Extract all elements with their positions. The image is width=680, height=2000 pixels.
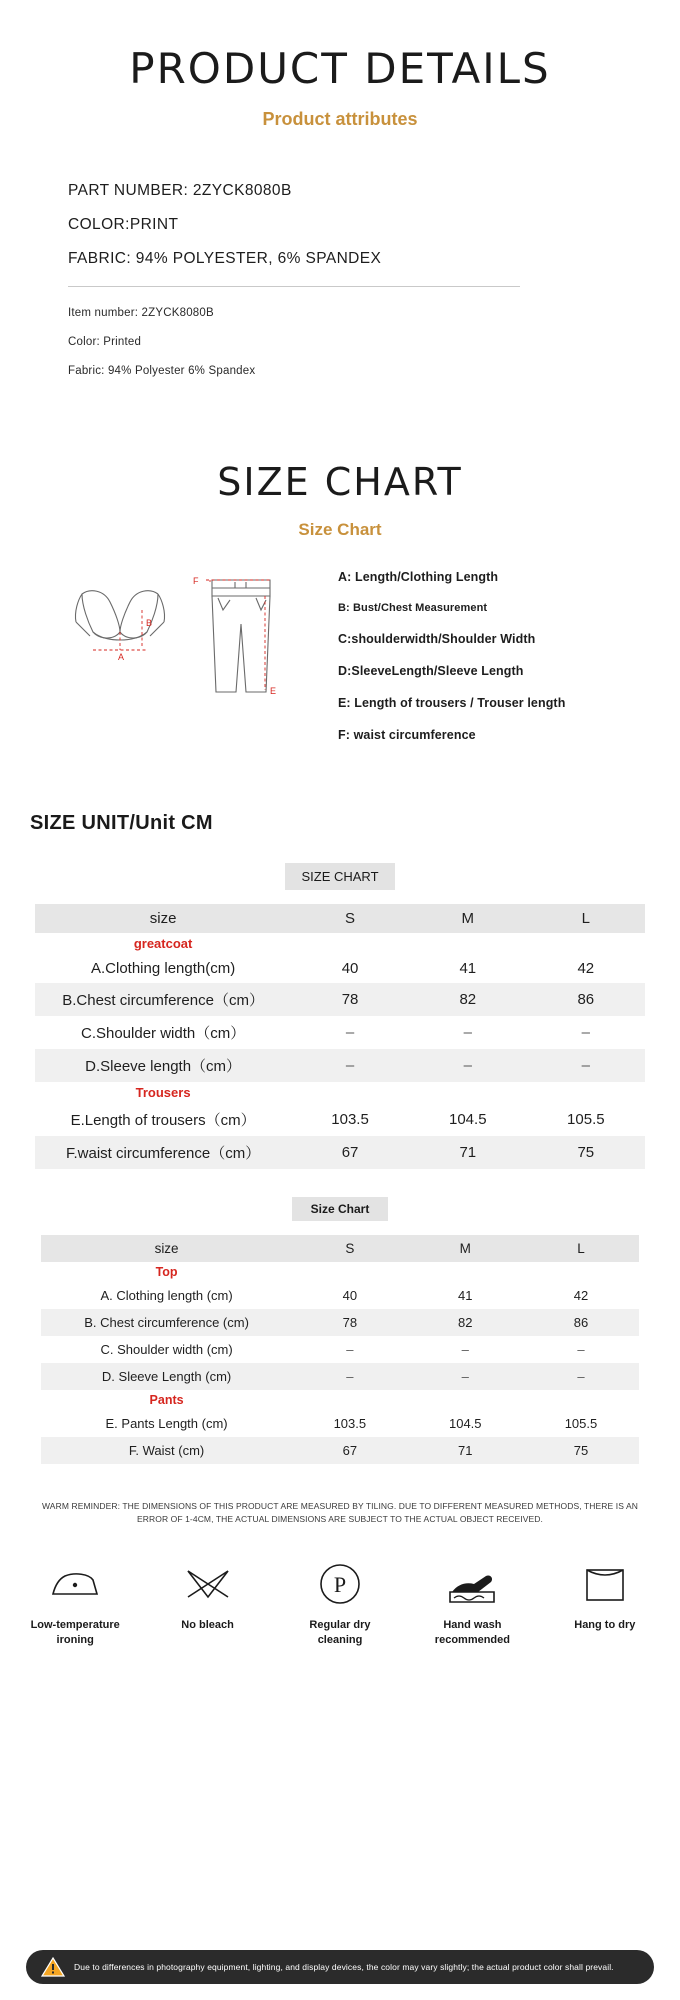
cell-s: – <box>345 1024 355 1041</box>
cell-l: – <box>577 1342 585 1357</box>
bra-and-pants-diagram-svg <box>60 566 330 726</box>
product-details-title: PRODUCT DETAILS <box>129 44 551 93</box>
size-table-primary <box>35 904 645 1169</box>
attribute-color-secondary: Color: Printed <box>68 336 142 348</box>
attribute-color: COLOR:PRINT <box>68 216 179 233</box>
cell-s: – <box>346 1342 354 1357</box>
row-label: B.Chest circumference（cm） <box>35 983 291 1016</box>
table-header-row <box>35 904 645 933</box>
cell-l: 86 <box>523 1309 639 1336</box>
cell-s: 78 <box>292 1309 407 1336</box>
care-item-hand-wash <box>423 1556 521 1648</box>
care-instructions-row <box>0 1556 680 1648</box>
table1-header-l: L <box>527 904 645 933</box>
group-label: Trousers <box>135 1085 191 1100</box>
table-row <box>35 1136 645 1169</box>
cell-m: – <box>409 1049 527 1082</box>
table-row <box>41 1363 639 1390</box>
table-row <box>35 1016 645 1049</box>
table-row <box>35 983 645 1016</box>
care-label: Low-temperature ironing <box>30 1619 120 1647</box>
cell-l: – <box>527 1049 645 1082</box>
row-label: A. Clothing length (cm) <box>100 1288 233 1303</box>
measurement-legend <box>330 570 565 760</box>
cell-m: 82 <box>408 1309 523 1336</box>
row-label: A.Clothing length(cm) <box>90 960 236 977</box>
row-label: D. Sleeve Length (cm) <box>41 1363 292 1390</box>
size-unit-heading: SIZE UNIT/Unit CM <box>30 812 213 834</box>
table-row <box>35 1049 645 1082</box>
cell-l: 75 <box>523 1437 639 1464</box>
cell-m: – <box>408 1363 523 1390</box>
legend-item-d: D:SleeveLength/Sleeve Length <box>338 664 524 678</box>
legend-item-e: E: Length of trousers / Trouser length <box>338 696 566 710</box>
table-row <box>41 1410 639 1437</box>
table1-group-greatcoat <box>35 933 645 954</box>
cell-s: 67 <box>292 1437 407 1464</box>
row-label: D.Sleeve length（cm） <box>35 1049 291 1082</box>
diagram-label-e: E <box>270 686 277 696</box>
color-disclaimer-text: Due to differences in photography equipment, lighting, and display devices, the color may vary slightly; the actual product color shall prevail. <box>74 1961 614 1972</box>
table1-header-s: S <box>291 904 409 933</box>
table2-header-s: S <box>292 1235 407 1262</box>
table2-group-pants <box>41 1390 639 1410</box>
hand-wash-icon <box>423 1556 521 1612</box>
cell-s: 67 <box>291 1136 409 1169</box>
legend-item-b: B: Bust/Chest Measurement <box>338 602 488 614</box>
diagram-label-b: B <box>146 618 153 628</box>
divider <box>68 286 520 287</box>
cell-m: – <box>463 1024 472 1041</box>
table1-group-trousers <box>35 1082 645 1103</box>
table2-header-m: M <box>408 1235 523 1262</box>
table-row <box>35 1103 645 1136</box>
size-table-secondary <box>41 1235 639 1464</box>
care-label: No bleach <box>181 1619 234 1632</box>
svg-text:P: P <box>333 1572 347 1598</box>
care-item-hang-dry <box>556 1556 654 1648</box>
cell-s: 103.5 <box>331 1111 369 1128</box>
legend-item-a: A: Length/Clothing Length <box>338 570 499 584</box>
care-label: Hand wash recommended <box>434 1619 510 1647</box>
cell-m: 104.5 <box>449 1111 487 1128</box>
table2-group-top <box>41 1262 639 1282</box>
table-header-row <box>41 1235 639 1262</box>
cell-m: 82 <box>409 983 527 1016</box>
row-label: C.Shoulder width（cm） <box>80 1025 246 1042</box>
cell-m: 104.5 <box>448 1416 482 1431</box>
warning-triangle-icon <box>40 1955 66 1979</box>
table2-header-l: L <box>523 1235 639 1262</box>
cell-l: 42 <box>573 1288 589 1303</box>
cell-m: 71 <box>408 1437 523 1464</box>
attribute-fabric-secondary: Fabric: 94% Polyester 6% Spandex <box>68 365 256 377</box>
table-row <box>41 1309 639 1336</box>
cell-s: 40 <box>341 960 359 977</box>
size-chart-title: SIZE CHART <box>217 460 463 504</box>
group-label: Pants <box>149 1393 184 1407</box>
legend-item-c: C:shoulderwidth/Shoulder Width <box>338 632 536 646</box>
table-row <box>41 1282 639 1309</box>
care-item-ironing <box>26 1556 124 1648</box>
cell-l: 105.5 <box>567 1111 605 1128</box>
cell-s: – <box>291 1049 409 1082</box>
product-details-subtitle: Product attributes <box>262 109 418 129</box>
no-bleach-icon <box>158 1556 256 1612</box>
measurement-diagram-row <box>0 566 680 760</box>
cell-m: 41 <box>459 960 477 977</box>
cell-l: 42 <box>577 960 595 977</box>
cell-s: 103.5 <box>333 1416 367 1431</box>
diagram-label-f: F <box>193 576 199 586</box>
care-item-no-bleach <box>158 1556 256 1648</box>
care-label: Hang to dry <box>574 1619 636 1632</box>
attribute-item-number-secondary: Item number: 2ZYCK8080B <box>68 307 214 319</box>
row-label: F. Waist (cm) <box>41 1437 292 1464</box>
diagram-label-a: A <box>118 652 125 662</box>
regular-dry-cleaning-icon <box>291 1556 389 1612</box>
cell-s: 40 <box>342 1288 358 1303</box>
group-label: greatcoat <box>133 936 193 951</box>
row-label: E. Pants Length (cm) <box>105 1416 228 1431</box>
cell-m: 71 <box>409 1136 527 1169</box>
cell-l: 86 <box>527 983 645 1016</box>
table-row <box>35 954 645 983</box>
cell-l: – <box>523 1363 639 1390</box>
cell-s: – <box>292 1363 407 1390</box>
iron-low-temperature-icon <box>26 1556 124 1612</box>
table2-header-size: size <box>41 1235 292 1262</box>
table-row <box>41 1437 639 1464</box>
warm-reminder-text: WARM REMINDER: THE DIMENSIONS OF THIS PRODUCT ARE MEASURED BY TILING. DUE TO DIFFERENT MEASURED METHODS, THERE IS AN ERROR OF 1-4CM, THE ACTUAL DIMENSIONS ARE SUBJECT TO THE ACTUAL OBJECT RECEIVED. <box>42 1501 638 1525</box>
cell-m: 41 <box>458 1288 473 1303</box>
product-attributes-block <box>68 182 538 377</box>
hang-to-dry-icon <box>556 1556 654 1612</box>
table1-header-m: M <box>409 904 527 933</box>
table-row <box>41 1336 639 1363</box>
cell-s: 78 <box>291 983 409 1016</box>
group-label: Top <box>155 1265 178 1279</box>
row-label: B. Chest circumference (cm) <box>41 1309 292 1336</box>
garment-diagram <box>60 566 330 726</box>
legend-item-f: F: waist circumference <box>338 728 476 742</box>
size-chart-chip-2: Size Chart <box>292 1197 388 1221</box>
cell-m: – <box>461 1342 469 1357</box>
care-label: Regular dry cleaning <box>309 1619 371 1647</box>
cell-l: 75 <box>527 1136 645 1169</box>
attribute-fabric: FABRIC: 94% POLYESTER, 6% SPANDEX <box>68 250 382 267</box>
cell-l: 105.5 <box>564 1416 598 1431</box>
size-chart-subtitle: Size Chart <box>298 520 382 539</box>
care-item-dry-cleaning <box>291 1556 389 1648</box>
row-label: C. Shoulder width (cm) <box>100 1342 233 1357</box>
color-disclaimer-bar <box>26 1950 654 1984</box>
attribute-part-number: PART NUMBER: 2ZYCK8080B <box>68 182 292 199</box>
row-label: F.waist circumference（cm） <box>35 1136 291 1169</box>
row-label: E.Length of trousers（cm） <box>70 1112 256 1129</box>
table1-header-size: size <box>35 904 291 933</box>
cell-l: – <box>581 1024 590 1041</box>
size-chart-chip-1: SIZE CHART <box>285 863 395 890</box>
